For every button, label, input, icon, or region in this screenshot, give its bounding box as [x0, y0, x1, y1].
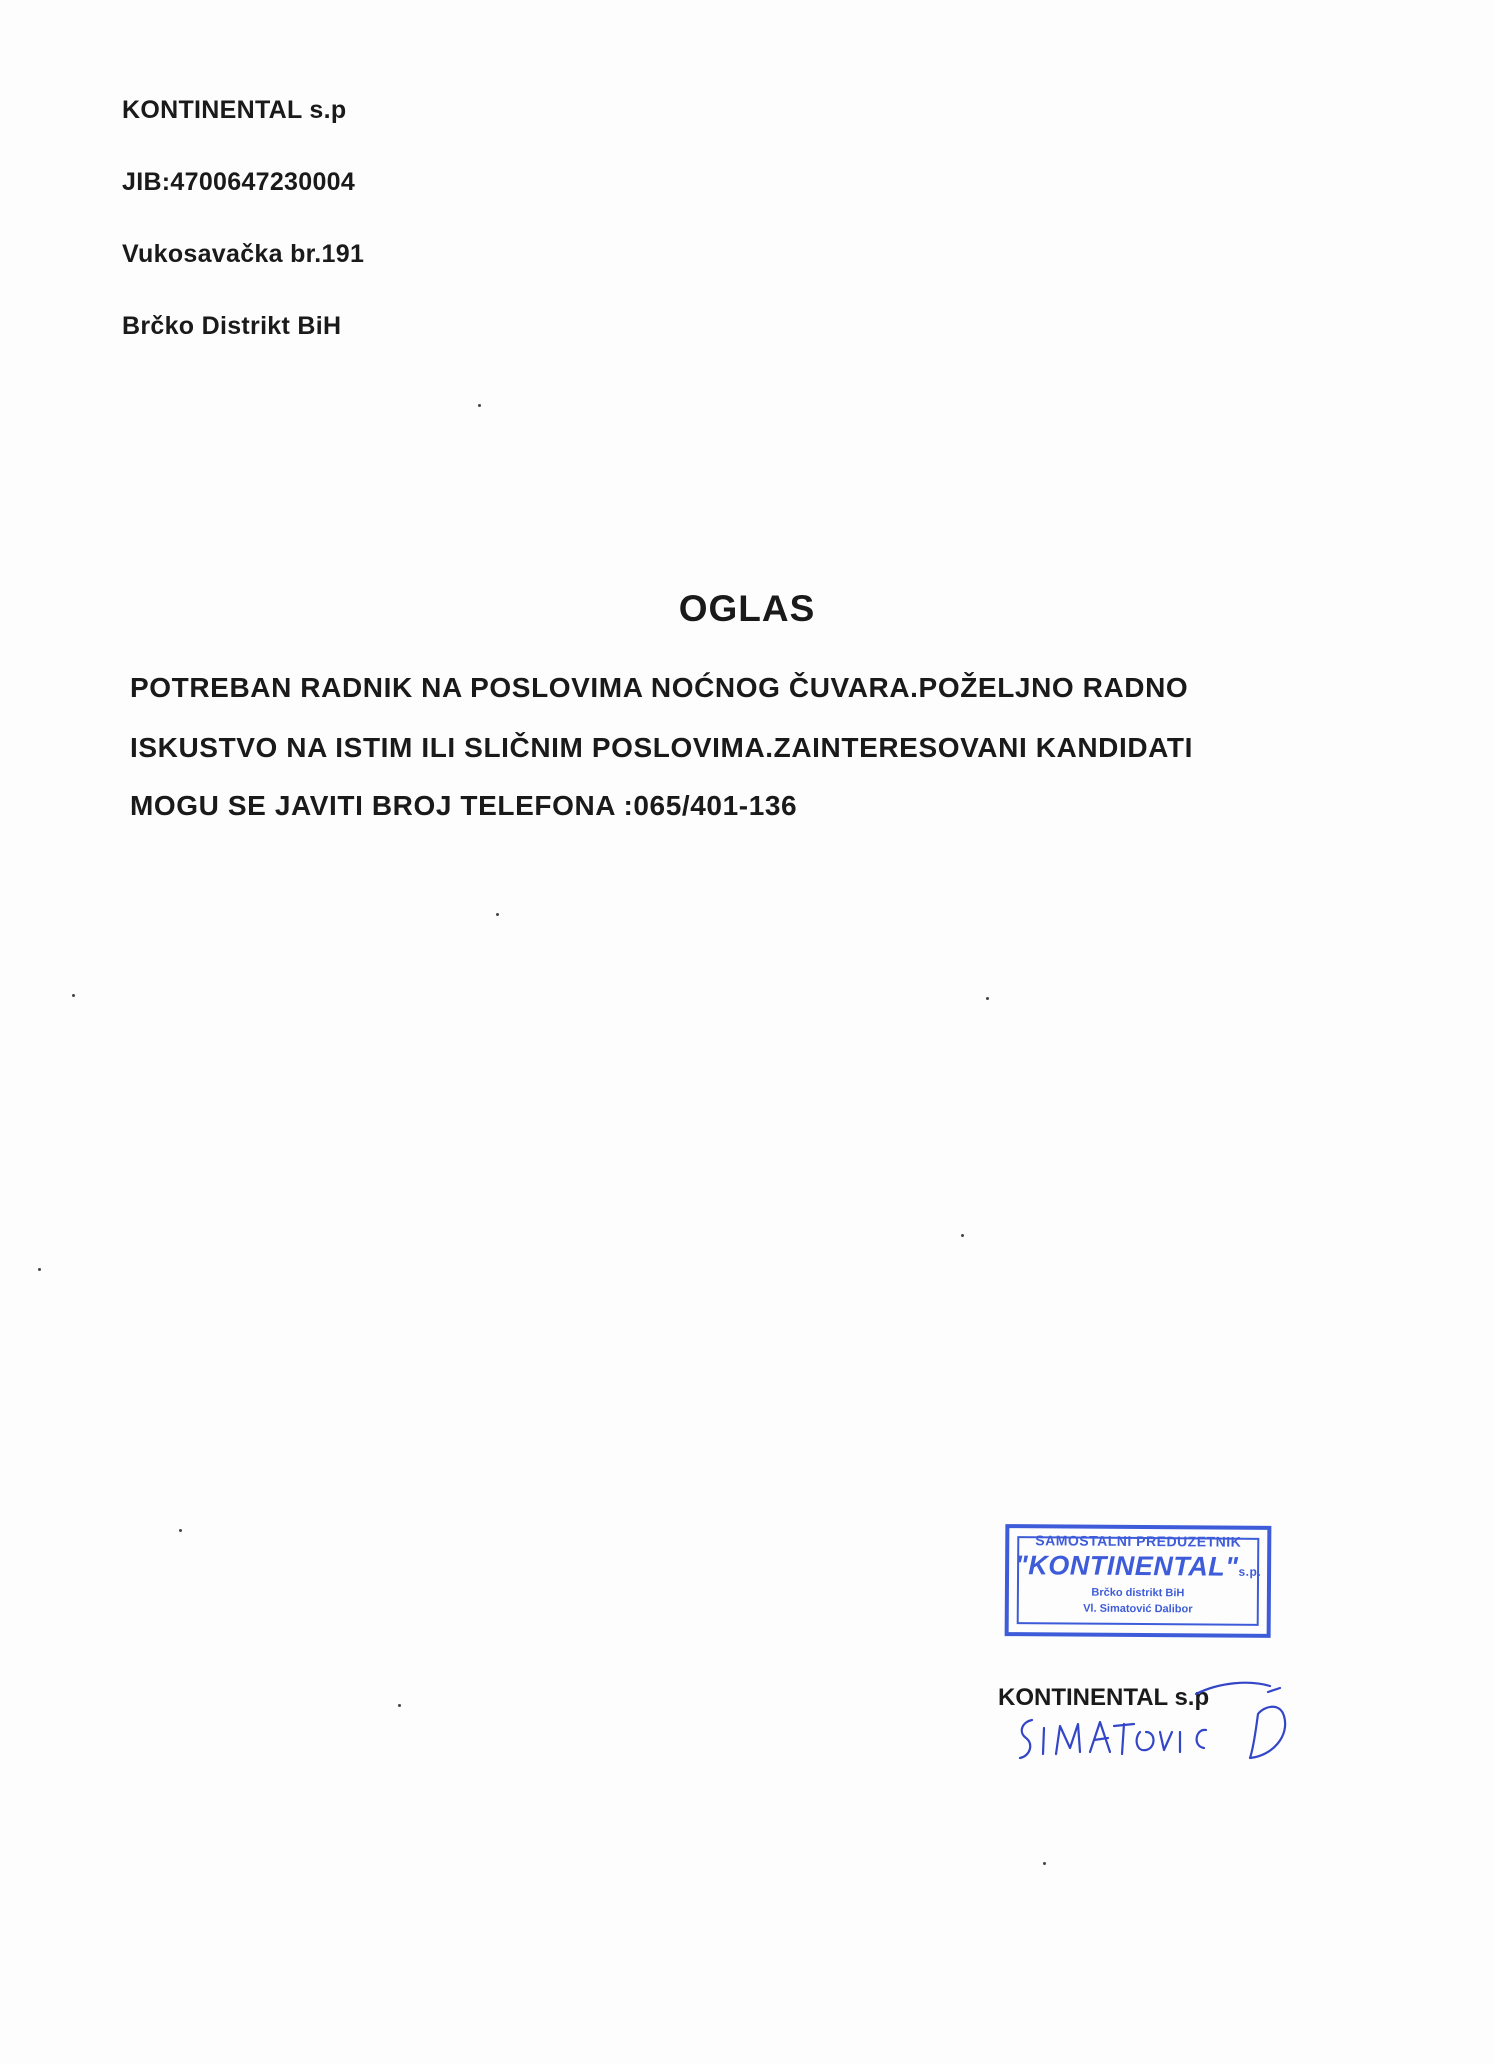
scan-speck [496, 913, 499, 916]
stamp-line-2 [1009, 1550, 1267, 1583]
scan-speck [72, 994, 75, 997]
handwritten-signature [1010, 1672, 1340, 1792]
stamp-company-name: "KONTINENTAL" [1014, 1550, 1239, 1582]
scan-speck [38, 1268, 41, 1271]
scan-speck [398, 1704, 401, 1707]
signature-label: KONTINENTAL s.p [998, 1684, 1210, 1711]
stamp-suffix: s.p. [1238, 1564, 1262, 1579]
company-name: KONTINENTAL s.p [122, 96, 347, 124]
scan-speck [478, 404, 481, 407]
scan-speck [986, 997, 989, 1000]
stamp-line-1: SAMOSTALNI PREDUZETNIK [1035, 1532, 1242, 1550]
company-stamp [1005, 1524, 1272, 1638]
stamp-line-4: Vl. Simatović Dalibor [1083, 1602, 1193, 1616]
scan-speck [179, 1529, 182, 1532]
stamp-line-3: Brčko distrikt BiH [1091, 1586, 1185, 1600]
document-title: OGLAS [678, 588, 816, 629]
ad-text-line-3: MOGU SE JAVITI BROJ TELEFONA :065/401-136 [130, 790, 798, 821]
company-city: Brčko Distrikt BiH [122, 312, 342, 340]
ad-text-line-2: ISKUSTVO NA ISTIM ILI SLIČNIM POSLOVIMA.ZAINTERESOVANI KANDIDATI [130, 732, 1194, 763]
scan-speck [961, 1234, 964, 1237]
ad-text-line-1: POTREBAN RADNIK NA POSLOVIMA NOĆNOG ČUVARA.POŽELJNO RADNO [130, 672, 1189, 703]
company-address: Vukosavačka br.191 [122, 240, 365, 268]
company-jib: JIB:4700647230004 [122, 168, 356, 196]
scan-speck [1043, 1862, 1046, 1865]
